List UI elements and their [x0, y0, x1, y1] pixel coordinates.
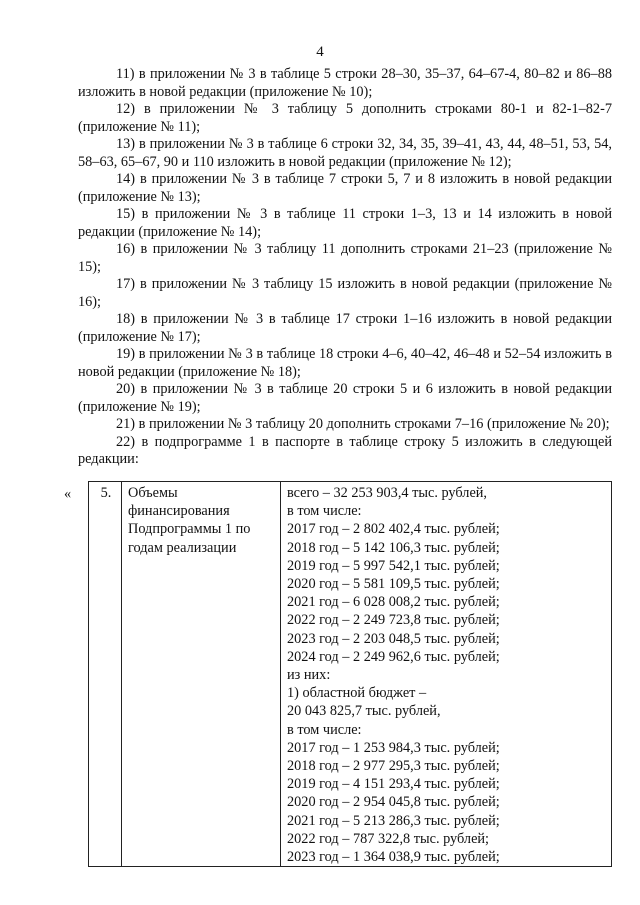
value-line: 2021 год – 5 213 286,3 тыс. рублей; — [287, 812, 500, 829]
amendment-item: 15) в приложении № 3 в таблице 11 строки 1–3, 13 и 14 изложить в новой редакции (приложение № 14); — [78, 206, 612, 240]
amendment-item: 20) в приложении № 3 в таблице 20 строки 5 и 6 изложить в новой редакции (приложение № 19); — [78, 381, 612, 415]
value-line: 2023 год – 2 203 048,5 тыс. рублей; — [287, 630, 500, 647]
amendment-item: 13) в приложении № 3 в таблице 6 строки 32, 34, 35, 39–41, 43, 44, 48–51, 53, 54, 58–63, 65–67, 90 и 110 изложить в новой редакции (приложение № 12); — [78, 136, 612, 170]
table-row — [89, 482, 612, 867]
amendment-item: 14) в приложении № 3 в таблице 7 строки 5, 7 и 8 изложить в новой редакции (приложение № 13); — [78, 171, 612, 205]
value-line: 2019 год – 4 151 293,4 тыс. рублей; — [287, 776, 500, 793]
value-line: 20 043 825,7 тыс. рублей, — [287, 703, 441, 720]
amendment-item: 11) в приложении № 3 в таблице 5 строки 28–30, 35–37, 64–67-4, 80–82 и 86–88 изложить в новой редакции (приложение № 10); — [78, 66, 612, 100]
page-number: 4 — [316, 44, 324, 60]
value-line: 2023 год – 1 364 038,9 тыс. рублей; — [287, 849, 500, 866]
row-name-cell: Объемы финансирования Подпрограммы 1 по годам реализации — [122, 482, 281, 867]
value-line: в том числе: — [287, 503, 362, 520]
value-line: 1) областной бюджет – — [287, 685, 427, 702]
row-values-cell — [281, 482, 612, 867]
value-line: 2017 год – 1 253 984,3 тыс. рублей; — [287, 739, 500, 756]
value-line: в том числе: — [287, 721, 362, 738]
amendment-item: 22) в подпрограмме 1 в паспорте в таблице строку 5 изложить в следующей редакции: — [78, 433, 612, 467]
funding-table — [88, 481, 612, 867]
amendment-item: 16) в приложении № 3 таблицу 11 дополнить строками 21–23 (приложение № 15); — [78, 241, 612, 275]
value-line: 2021 год – 6 028 008,2 тыс. рублей; — [287, 594, 500, 611]
amendment-item: 19) в приложении № 3 в таблице 18 строки 4–6, 40–42, 46–48 и 52–54 изложить в новой редакции (приложение № 18); — [78, 346, 612, 380]
amendment-item: 21) в приложении № 3 таблицу 20 дополнить строками 7–16 (приложение № 20); — [116, 416, 610, 432]
value-line: 2019 год – 5 997 542,1 тыс. рублей; — [287, 557, 500, 574]
value-line: 2018 год – 2 977 295,3 тыс. рублей; — [287, 758, 500, 775]
value-line: 2024 год – 2 249 962,6 тыс. рублей; — [287, 648, 500, 665]
value-line: 2020 год – 5 581 109,5 тыс. рублей; — [287, 576, 500, 593]
opening-quote-mark: « — [64, 486, 72, 502]
value-line: 2022 год – 2 249 723,8 тыс. рублей; — [287, 612, 500, 629]
amendment-list — [78, 66, 612, 469]
row-number-cell: 5. — [89, 482, 122, 867]
value-line: 2017 год – 2 802 402,4 тыс. рублей; — [287, 521, 500, 538]
value-line: 2022 год – 787 322,8 тыс. рублей; — [287, 830, 490, 847]
amendment-item: 17) в приложении № 3 таблицу 15 изложить в новой редакции (приложение № 16); — [78, 276, 612, 310]
amendment-item: 18) в приложении № 3 в таблице 17 строки 1–16 изложить в новой редакции (приложение № 17); — [78, 311, 612, 345]
amendment-item: 12) в приложении № 3 таблицу 5 дополнить строками 80-1 и 82-1–82-7 (приложение № 11); — [78, 101, 612, 135]
value-line: всего – 32 253 903,4 тыс. рублей, — [287, 485, 488, 501]
value-line: 2018 год – 5 142 106,3 тыс. рублей; — [287, 539, 500, 556]
value-line: 2020 год – 2 954 045,8 тыс. рублей; — [287, 794, 500, 811]
value-line: из них: — [287, 667, 331, 684]
